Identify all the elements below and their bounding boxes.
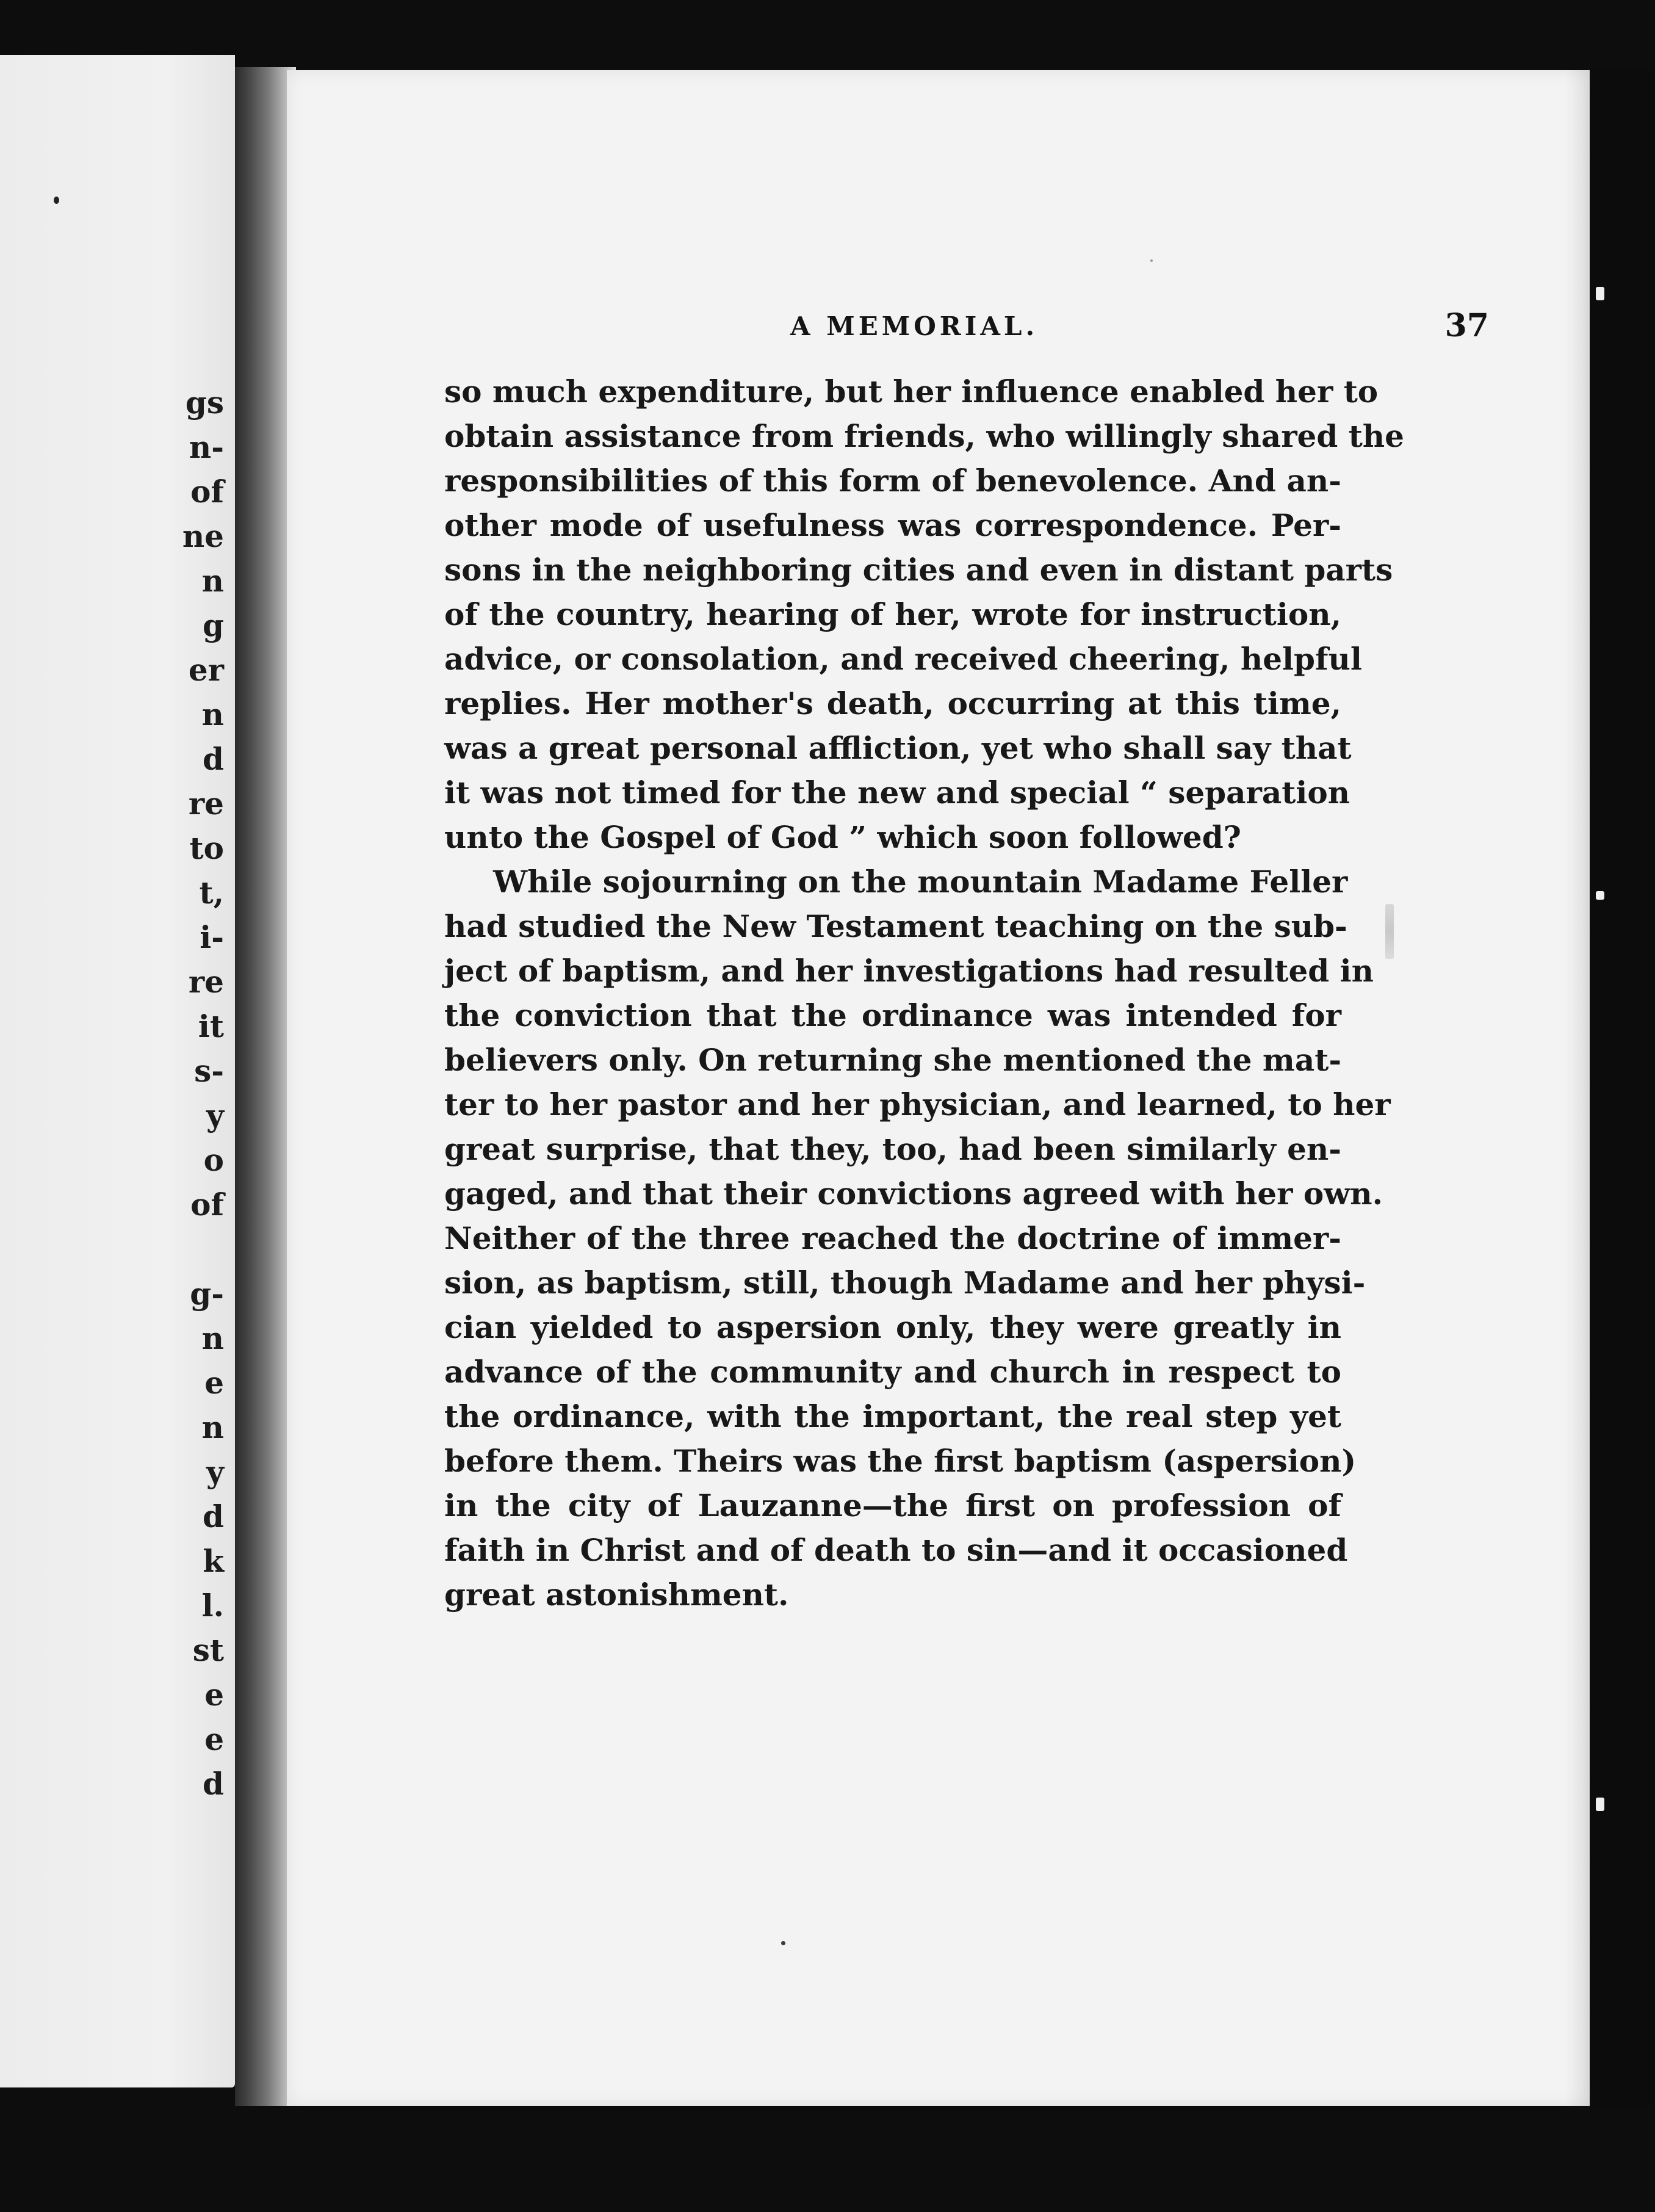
- text-line: before them. Theirs was the first baptism (aspersion): [444, 1443, 1357, 1479]
- text-line: other mode of usefulness was correspondence. Per-: [444, 507, 1341, 543]
- page-number: 37: [1444, 307, 1489, 344]
- left-page-line-ending: st: [192, 1632, 224, 1668]
- left-page-line-ending: e: [204, 1677, 224, 1713]
- text-line: it was not timed for the new and special “ separation: [444, 775, 1350, 811]
- margin-smudge: [1385, 904, 1394, 959]
- text-line: the conviction that the ordinance was intended for: [444, 997, 1341, 1033]
- left-page-line-ending: d: [203, 1498, 224, 1534]
- text-line: in the city of Lauzanne—the first on profession of: [444, 1487, 1341, 1523]
- text-line: Neither of the three reached the doctrine of immer-: [444, 1220, 1341, 1256]
- left-page-line-ending: ne: [182, 518, 224, 554]
- left-page-line-ending: n: [201, 696, 224, 732]
- left-page-line-ending: o: [203, 1142, 224, 1178]
- left-page-line-ending: d: [203, 741, 224, 777]
- left-facing-page: [0, 55, 235, 2087]
- left-page-line-ending: of: [190, 474, 224, 510]
- left-page-line-ending: g-: [190, 1276, 224, 1312]
- paragraph: [444, 369, 1404, 859]
- left-page-line-ending: n: [201, 1409, 224, 1445]
- ink-speck: [781, 1941, 785, 1945]
- text-line: ter to her pastor and her physician, and learned, to her: [444, 1086, 1391, 1122]
- text-line: ject of baptism, and her investigations had resulted in: [444, 953, 1374, 989]
- left-page-line-ending: i-: [200, 919, 224, 955]
- left-page-line-ending: t,: [199, 875, 224, 911]
- text-line: the ordinance, with the important, the real step yet: [444, 1398, 1341, 1434]
- text-line: obtain assistance from friends, who willingly shared the: [444, 418, 1404, 454]
- right-page: [287, 70, 1590, 2106]
- page-edge-shadow: [1565, 70, 1590, 2106]
- left-page-line-ending: e: [204, 1721, 224, 1757]
- body-text: [444, 369, 1404, 1617]
- text-line: so much expenditure, but her influence enabled her to: [444, 374, 1379, 410]
- text-line: responsibilities of this form of benevolence. And an-: [444, 463, 1341, 499]
- left-page-line-ending: e: [204, 1365, 224, 1401]
- text-line: advance of the community and church in respect to: [444, 1354, 1341, 1390]
- edge-mark: [1596, 1798, 1604, 1811]
- text-line: unto the Gospel of God ” which soon followed?: [444, 819, 1241, 855]
- left-page-line-ending: to: [189, 830, 224, 866]
- left-page-line-ending: gs: [185, 385, 224, 421]
- left-page-line-ending: d: [203, 1766, 224, 1802]
- left-page-line-ending: re: [188, 964, 224, 1000]
- text-line: gaged, and that their convictions agreed with her own.: [444, 1176, 1383, 1212]
- left-page-line-ending: y: [206, 1454, 224, 1490]
- text-line: was a great personal affliction, yet who shall say that: [444, 730, 1352, 766]
- left-page-line-ending: re: [188, 786, 224, 822]
- text-line: great surprise, that they, too, had been similarly en-: [444, 1131, 1341, 1167]
- running-head: A MEMORIAL.: [790, 311, 1039, 341]
- left-page-line-ending: g: [203, 607, 224, 643]
- text-line: sion, as baptism, still, though Madame and her physi-: [444, 1265, 1366, 1301]
- text-line: cian yielded to aspersion only, they were greatly in: [444, 1309, 1341, 1345]
- text-line: While sojourning on the mountain Madame Feller: [493, 864, 1348, 900]
- text-line: replies. Her mother's death, occurring at this time,: [444, 685, 1341, 721]
- text-line: had studied the New Testament teaching on the sub-: [444, 908, 1347, 944]
- left-page-line-ending: k: [203, 1543, 224, 1579]
- ink-speck: [1150, 259, 1153, 262]
- paragraph: [444, 859, 1391, 1617]
- text-line: great astonishment.: [444, 1577, 789, 1613]
- left-page-line-ending: it: [198, 1008, 224, 1044]
- left-page-line-ending: l.: [201, 1588, 224, 1624]
- left-page-line-ending: s-: [194, 1053, 224, 1089]
- left-page-line-ending: y: [206, 1097, 224, 1133]
- text-line: faith in Christ and of death to sin—and it occasioned: [444, 1532, 1348, 1568]
- text-line: of the country, hearing of her, wrote for instruction,: [444, 596, 1341, 632]
- left-page-line-endings: [0, 55, 235, 2087]
- text-line: believers only. On returning she mentioned the mat-: [444, 1042, 1342, 1078]
- left-page-line-ending: er: [188, 652, 224, 688]
- left-page-line-ending: n-: [189, 429, 224, 465]
- left-page-line-ending: n: [201, 1320, 224, 1356]
- edge-mark: [1596, 287, 1604, 300]
- edge-mark: [1596, 891, 1604, 900]
- text-line: sons in the neighboring cities and even in distant parts: [444, 552, 1393, 588]
- left-page-line-ending: of: [190, 1187, 224, 1223]
- text-line: advice, or consolation, and received cheering, helpful: [444, 641, 1362, 677]
- left-page-line-ending: n: [201, 563, 224, 599]
